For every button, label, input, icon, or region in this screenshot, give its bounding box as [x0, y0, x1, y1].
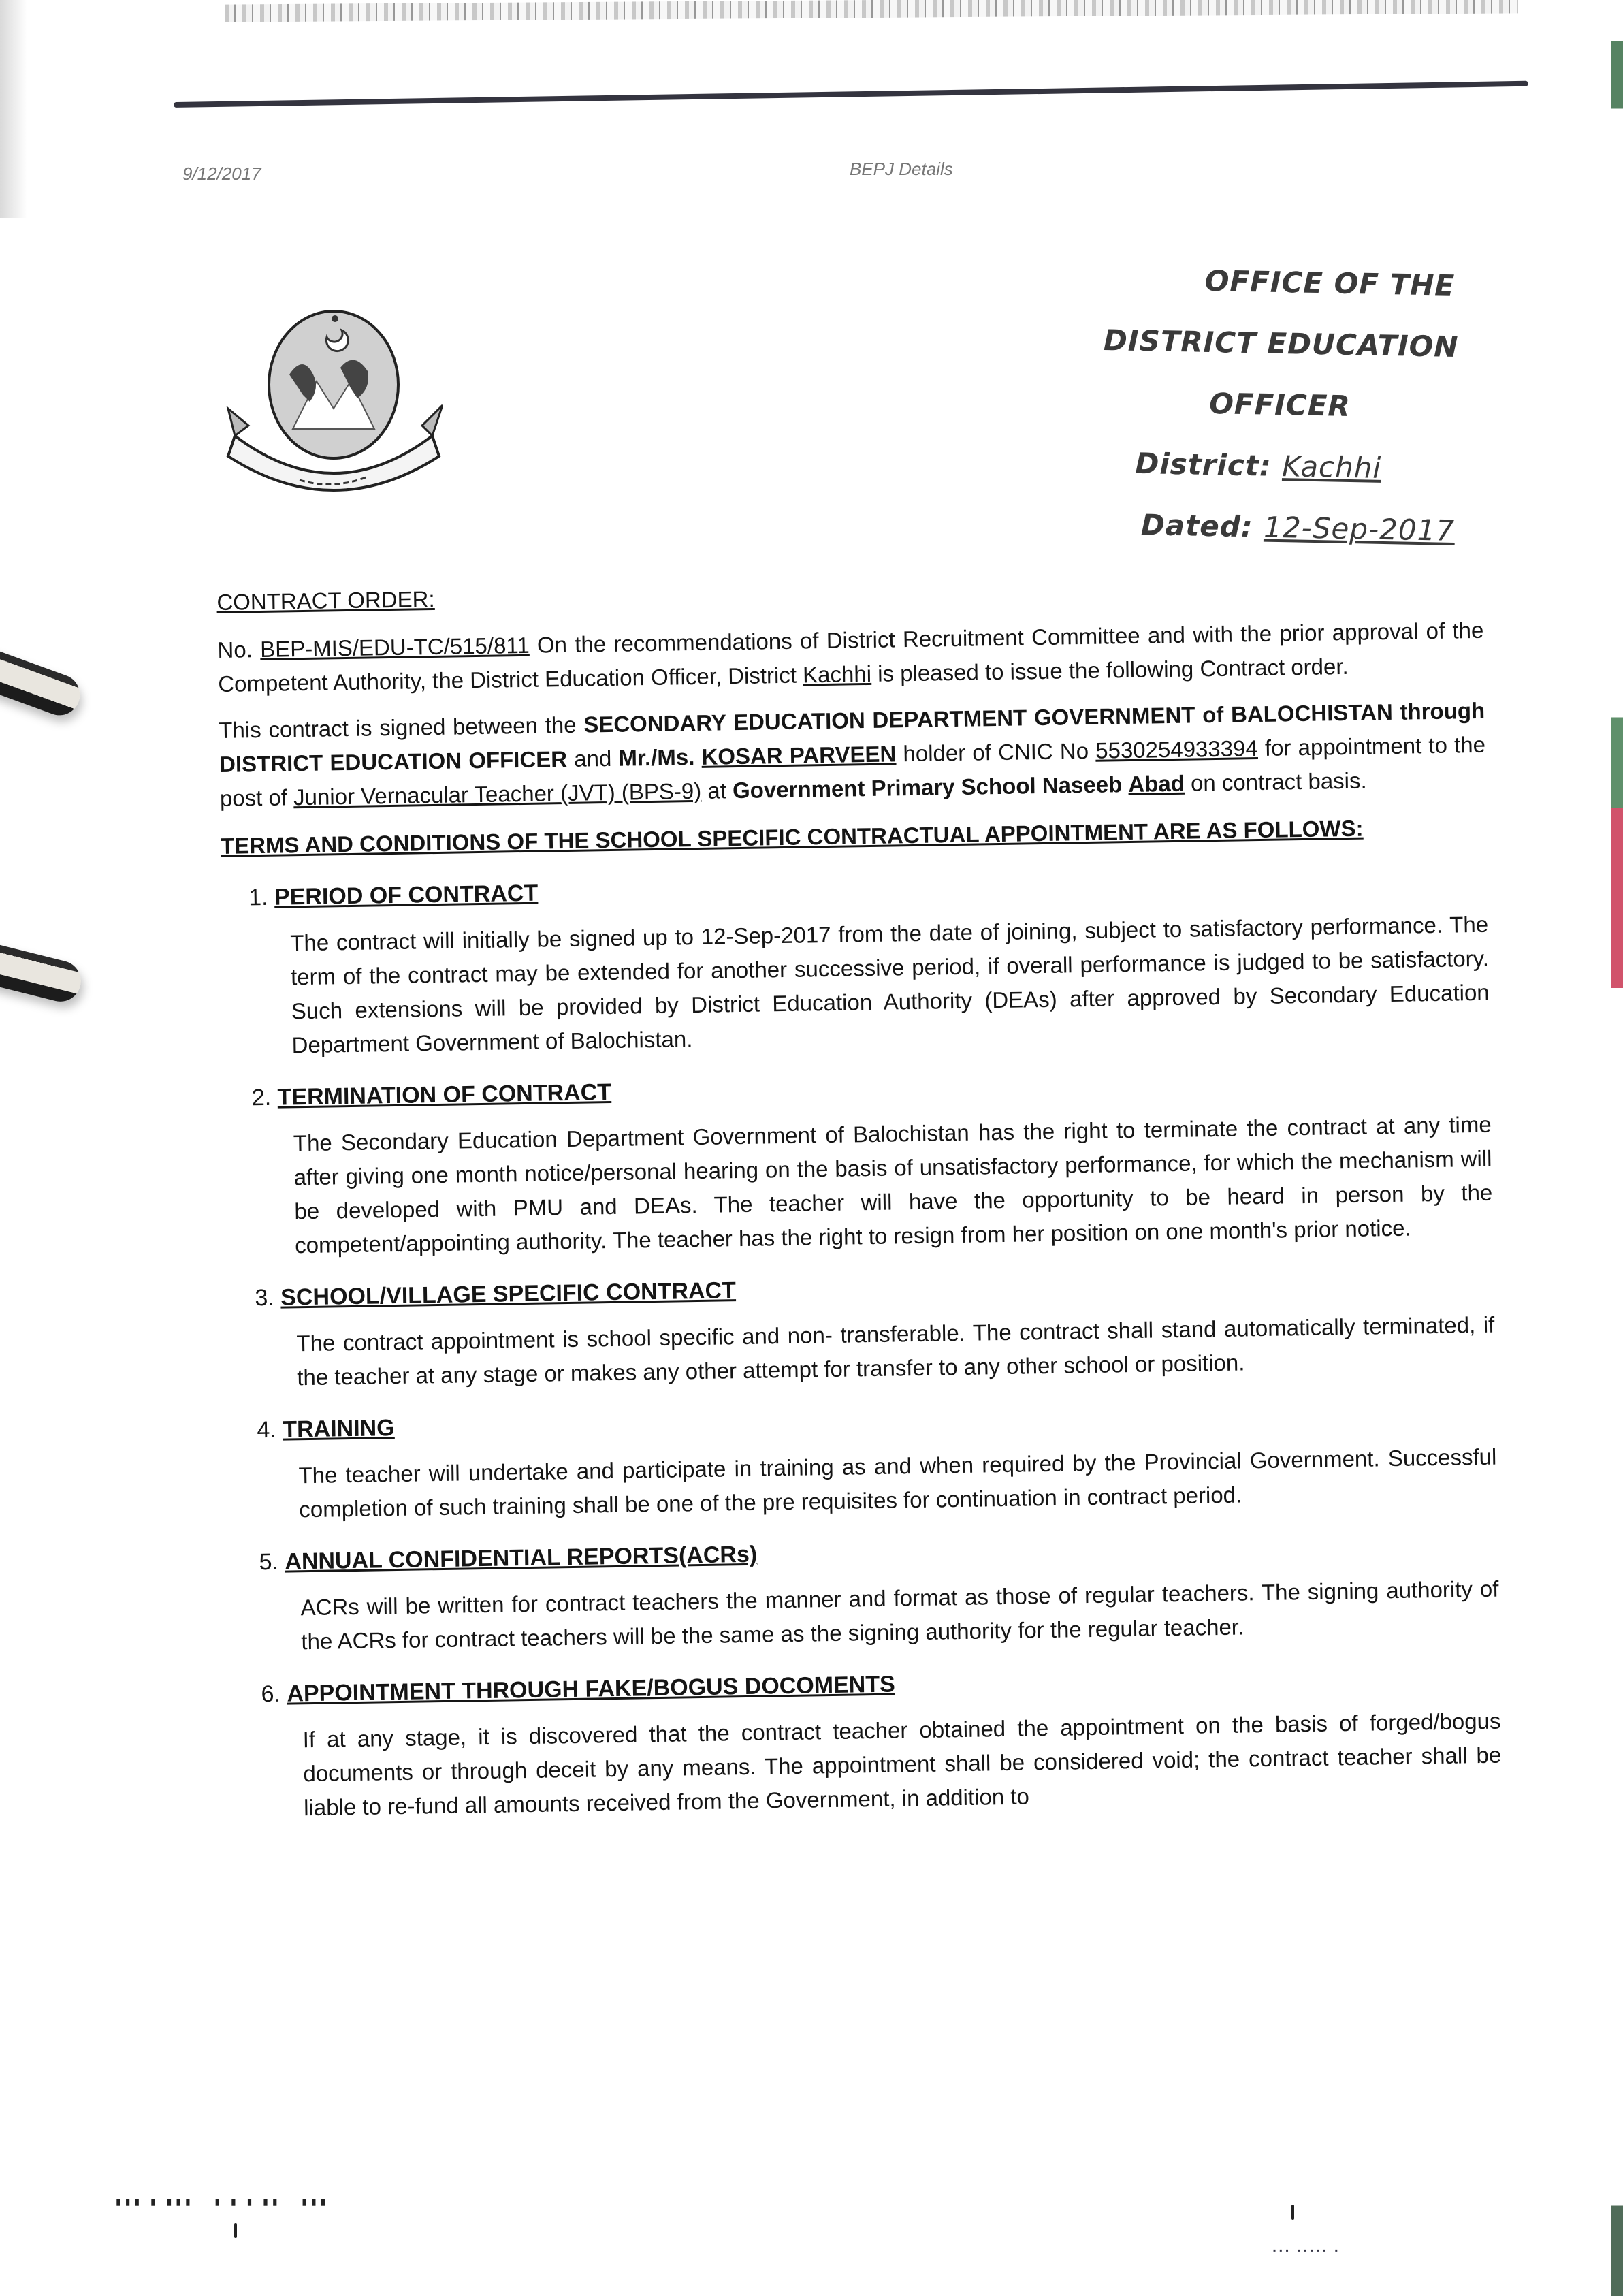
text: and: [566, 745, 619, 771]
section-heading: SCHOOL/VILLAGE SPECIFIC CONTRACT: [280, 1277, 737, 1311]
term-section-6: [234, 1658, 1502, 1826]
title: Mr./Ms.: [618, 744, 695, 771]
section-text: ACRs will be written for contract teachers the manner and format as those of regular teachers. The signing authority of the ACRs for contract teachers will be the same as the signing authority for the regular teacher.: [300, 1576, 1499, 1655]
intro-district: Kachhi: [802, 660, 872, 688]
print-title: BEPJ Details: [850, 159, 953, 179]
contract-parties: [219, 694, 1486, 816]
section-text: The contract appointment is school specific and non- transferable. The contract shall stand automatically terminated, if the teacher at any stage or makes any other attempt for transfer to any other school or position.: [296, 1311, 1495, 1390]
text: This contract is signed between the: [219, 712, 584, 743]
section-title: [255, 1262, 1494, 1316]
section-number: 6.: [261, 1680, 281, 1708]
order-intro: [217, 613, 1484, 701]
section-number: 3.: [255, 1284, 275, 1311]
intro-text: On the recommendations of District Recruitment Committee and with the prior approval of the Competent Authority, the District Education Officer, District: [217, 617, 1484, 697]
dated-value: 12-Sep-2017: [1263, 510, 1456, 547]
section-title: [248, 861, 1488, 915]
term-section-2: [224, 1062, 1493, 1264]
section-heading: TERMINATION OF CONTRACT: [277, 1079, 612, 1111]
section-text: The Secondary Education Department Government of Balochistan has the right to terminate the contract at any time after giving one month notice/personal hearing on the basis of unsatisfactory performance, for which the mechanism will be developed with PMU and DEAs. The teacher will have the opportunity to be heard in person by the competent/appointing authority. The teacher has the right to resign from her position on one month's prior notice.: [293, 1111, 1493, 1258]
school-name-2: Abad: [1128, 770, 1185, 797]
office-header: [1032, 247, 1528, 563]
district-label: District:: [1135, 446, 1272, 483]
text: on contract basis.: [1184, 767, 1367, 796]
scan-mark: [234, 2223, 237, 2238]
print-date: 9/12/2017: [182, 163, 261, 184]
dated-label: Dated:: [1140, 508, 1254, 544]
term-section-3: [227, 1262, 1495, 1396]
section-heading: ANNUAL CONFIDENTIAL REPORTS(ACRs): [285, 1541, 758, 1575]
section-number: 4.: [257, 1416, 277, 1444]
section-heading: TRAINING: [282, 1415, 395, 1443]
text: holder of CNIC No: [896, 737, 1096, 767]
office-line1: OFFICE OF THE: [1204, 264, 1456, 302]
footer-scan-noise: ▮▮▮ ▮ ▮▮▮ ▮ ▮ ▮ ▮▮ ▮▮▮: [116, 2196, 330, 2207]
header-rule: [174, 81, 1528, 108]
section-number: 2.: [251, 1084, 272, 1111]
binder-ring-icon: [0, 648, 86, 721]
section-heading: PERIOD OF CONTRACT: [274, 880, 539, 910]
binder-edge: [1611, 41, 1623, 2296]
section-heading: APPOINTMENT THROUGH FAKE/BOGUS DOCOMENTS: [287, 1671, 896, 1707]
section-number: 1.: [248, 884, 268, 911]
section-title: [261, 1658, 1500, 1712]
office-line2: DISTRICT EDUCATION OFFICER: [1103, 323, 1459, 423]
section-text: If at any stage, it is discovered that the contract teacher obtained the appointment on the basis of forged/bogus documents or through deceit by any means. The appointment shall be considered void; the contract teacher shall be liable to re-fund all amounts received from the Government, in addition to: [302, 1708, 1502, 1821]
district-line: [1033, 431, 1524, 502]
teacher-name: KOSAR PARVEEN: [701, 741, 897, 769]
footer-scan-noise: ▪▪▪ ▪▪▪▪▪ ▪: [1273, 2246, 1341, 2255]
text: for appointment to the post of: [219, 731, 1486, 811]
previous-page-edge: [225, 0, 1518, 22]
order-number: BEP-MIS/EDU-TC/515/811: [259, 632, 530, 663]
section-text: The teacher will undertake and participate in training as and when required by the Provincial Government. Successful completion of such training shall be one of the pre requisites for continuation in contract period.: [298, 1444, 1497, 1522]
party-department: SECONDARY EDUCATION DEPARTMENT GOVERNMENT of BALOCHISTAN through DISTRICT EDUCATION OFFICER: [219, 697, 1485, 777]
intro-text-end: is pleased to issue the following Contract order.: [871, 653, 1349, 686]
dated-line: [1032, 492, 1524, 563]
contract-order-heading: CONTRACT ORDER:: [216, 586, 435, 615]
order-no-label: No.: [217, 637, 253, 663]
contract-body: [216, 566, 1503, 1838]
term-section-1: [221, 861, 1490, 1064]
balochistan-emblem-icon: [225, 300, 443, 504]
section-title: [257, 1394, 1496, 1448]
district-value: Kachhi: [1281, 449, 1382, 485]
section-title: [259, 1526, 1498, 1580]
term-section-4: [229, 1394, 1497, 1528]
section-title: [251, 1062, 1491, 1115]
section-number: 5.: [259, 1548, 279, 1576]
cnic-number: 5530254933394: [1095, 735, 1259, 763]
terms-heading: TERMS AND CONDITIONS OF THE SCHOOL SPECIFIC CONTRACTUAL APPOINTMENT ARE AS FOLLOWS:: [220, 815, 1364, 859]
binder-ring-icon: [0, 942, 85, 1006]
scan-mark: [1291, 2205, 1294, 2220]
term-section-5: [231, 1526, 1499, 1660]
page-shadow: [0, 0, 27, 218]
text: at: [701, 778, 733, 803]
school-prefix: Government Primary School: [732, 773, 1036, 803]
school-name: Naseeb: [1042, 771, 1123, 798]
section-text: The contract will initially be signed up to 12-Sep-2017 from the date of joining, subject to satisfactory performance. The term of the contract may be extended for another successive period, if overall performance is judged to be satisfactory. Such extensions will be provided by District Education Authority (DEAs) after approved by Secondary Education Department Government of Balochistan.: [289, 911, 1490, 1058]
post-title: Junior Vernacular Teacher (JVT) (BPS-9): [293, 778, 702, 810]
